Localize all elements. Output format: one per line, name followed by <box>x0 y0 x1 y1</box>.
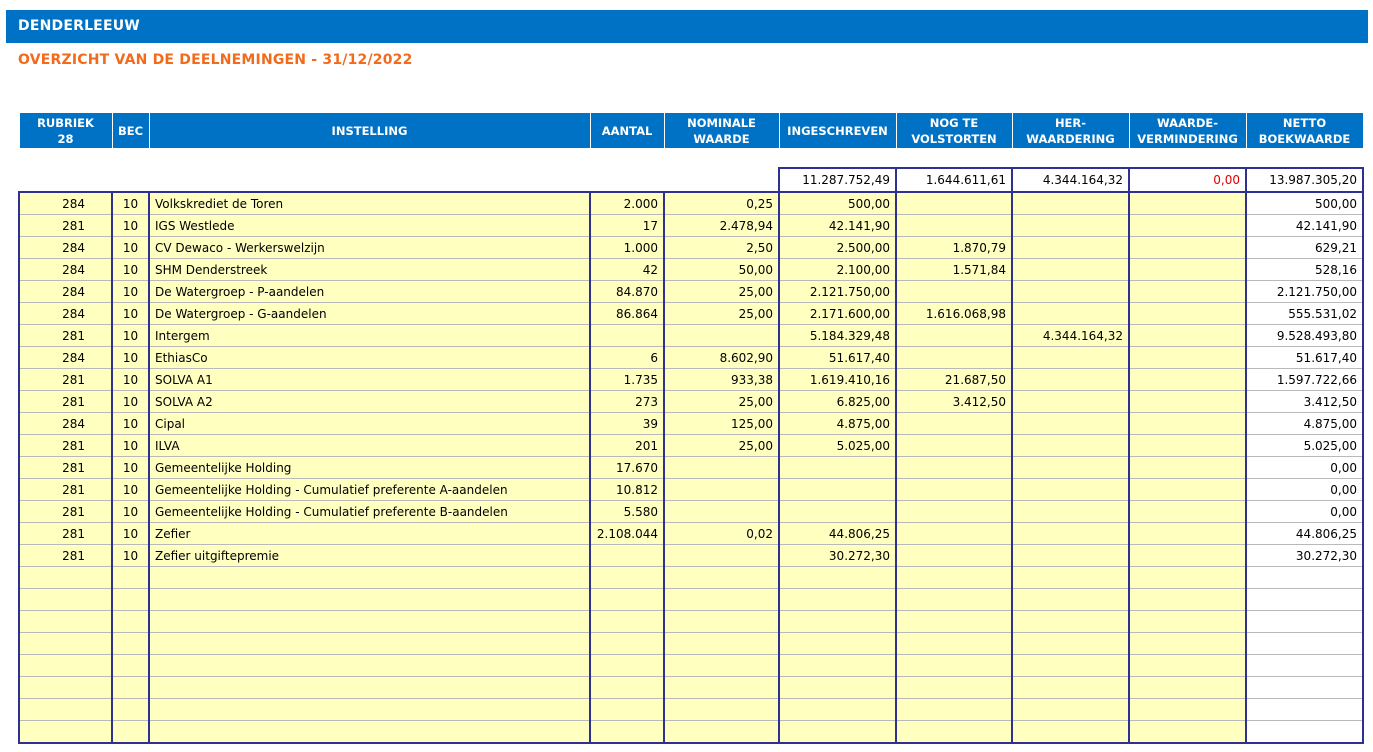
cell-ingeschreven[interactable]: 2.121.750,00 <box>779 281 896 303</box>
cell-nog-te-volstorten[interactable] <box>896 435 1012 457</box>
cell-herwaardering[interactable] <box>1012 589 1129 611</box>
cell-nog-te-volstorten[interactable] <box>896 479 1012 501</box>
cell-waardevermindering[interactable] <box>1129 413 1246 435</box>
cell-waardevermindering[interactable] <box>1129 435 1246 457</box>
cell-ingeschreven[interactable] <box>779 655 896 677</box>
col-header-nominale-waarde: NOMINALE WAARDE <box>664 113 779 148</box>
cell-nominale-waarde[interactable] <box>664 479 779 501</box>
cell-aantal[interactable]: 201 <box>590 435 664 457</box>
cell-ingeschreven[interactable]: 44.806,25 <box>779 523 896 545</box>
cell-nominale-waarde[interactable] <box>664 655 779 677</box>
col-header-instelling: INSTELLING <box>149 113 590 148</box>
cell-bec[interactable]: 10 <box>112 215 149 237</box>
cell-herwaardering[interactable] <box>1012 721 1129 744</box>
cell-instelling[interactable]: CV Dewaco - Werkerswelzijn <box>149 237 590 259</box>
table-row <box>19 347 1363 369</box>
cell-nog-te-volstorten[interactable] <box>896 721 1012 744</box>
cell-instelling[interactable]: De Watergroep - G-aandelen <box>149 303 590 325</box>
cell-ingeschreven[interactable]: 30.272,30 <box>779 545 896 567</box>
total-netto-boekwaarde[interactable]: 13.987.305,20 <box>1246 168 1363 192</box>
cell-ingeschreven[interactable] <box>779 479 896 501</box>
cell-herwaardering[interactable] <box>1012 501 1129 523</box>
cell-aantal[interactable]: 42 <box>590 259 664 281</box>
cell-bec[interactable]: 10 <box>112 523 149 545</box>
cell-waardevermindering[interactable] <box>1129 457 1246 479</box>
cell-rubriek[interactable] <box>19 567 112 589</box>
cell-aantal[interactable] <box>590 589 664 611</box>
cell-nog-te-volstorten[interactable] <box>896 413 1012 435</box>
cell-bec[interactable] <box>112 721 149 744</box>
cell-herwaardering[interactable] <box>1012 259 1129 281</box>
cell-nog-te-volstorten[interactable] <box>896 699 1012 721</box>
cell-waardevermindering[interactable] <box>1129 699 1246 721</box>
cell-nominale-waarde[interactable] <box>664 677 779 699</box>
cell-herwaardering[interactable] <box>1012 237 1129 259</box>
cell-herwaardering[interactable] <box>1012 457 1129 479</box>
cell-rubriek[interactable] <box>19 677 112 699</box>
cell-rubriek[interactable] <box>19 589 112 611</box>
cell-herwaardering[interactable] <box>1012 369 1129 391</box>
table-row <box>19 721 1363 744</box>
cell-aantal[interactable]: 2.000 <box>590 192 664 215</box>
cell-herwaardering[interactable] <box>1012 413 1129 435</box>
cell-nominale-waarde[interactable]: 933,38 <box>664 369 779 391</box>
table-row <box>19 435 1363 457</box>
table-row <box>19 567 1363 589</box>
cell-instelling[interactable]: Gemeentelijke Holding - Cumulatief preferente A-aandelen <box>149 479 590 501</box>
cell-bec[interactable]: 10 <box>112 192 149 215</box>
cell-nominale-waarde[interactable] <box>664 633 779 655</box>
cell-aantal[interactable] <box>590 655 664 677</box>
cell-ingeschreven[interactable] <box>779 721 896 744</box>
cell-herwaardering[interactable] <box>1012 633 1129 655</box>
cell-ingeschreven[interactable] <box>779 457 896 479</box>
cell-waardevermindering[interactable] <box>1129 545 1246 567</box>
table-row <box>19 369 1363 391</box>
cell-rubriek[interactable]: 284 <box>19 259 112 281</box>
cell-instelling[interactable]: De Watergroep - P-aandelen <box>149 281 590 303</box>
cell-bec[interactable]: 10 <box>112 391 149 413</box>
cell-nog-te-volstorten[interactable] <box>896 523 1012 545</box>
cell-waardevermindering[interactable] <box>1129 523 1246 545</box>
cell-waardevermindering[interactable] <box>1129 655 1246 677</box>
cell-ingeschreven[interactable]: 5.184.329,48 <box>779 325 896 347</box>
cell-rubriek[interactable]: 284 <box>19 347 112 369</box>
cell-aantal[interactable]: 273 <box>590 391 664 413</box>
cell-instelling[interactable]: EthiasCo <box>149 347 590 369</box>
cell-nominale-waarde[interactable]: 8.602,90 <box>664 347 779 369</box>
cell-nominale-waarde[interactable]: 2,50 <box>664 237 779 259</box>
spacer-row <box>19 148 1363 168</box>
cell-rubriek[interactable] <box>19 655 112 677</box>
cell-nog-te-volstorten[interactable]: 1.571,84 <box>896 259 1012 281</box>
cell-rubriek[interactable]: 281 <box>19 369 112 391</box>
cell-waardevermindering[interactable] <box>1129 391 1246 413</box>
cell-netto-boekwaarde[interactable]: 9.528.493,80 <box>1246 325 1363 347</box>
cell-nominale-waarde[interactable] <box>664 501 779 523</box>
cell-netto-boekwaarde[interactable]: 0,00 <box>1246 479 1363 501</box>
cell-waardevermindering[interactable] <box>1129 192 1246 215</box>
cell-herwaardering[interactable] <box>1012 215 1129 237</box>
col-header-waardevermindering: WAARDE- VERMINDERING <box>1129 113 1246 148</box>
table-row <box>19 523 1363 545</box>
cell-netto-boekwaarde[interactable] <box>1246 567 1363 589</box>
cell-aantal[interactable]: 1.000 <box>590 237 664 259</box>
cell-nominale-waarde[interactable]: 25,00 <box>664 391 779 413</box>
cell-aantal[interactable]: 1.735 <box>590 369 664 391</box>
cell-aantal[interactable]: 2.108.044 <box>590 523 664 545</box>
cell-aantal[interactable]: 6 <box>590 347 664 369</box>
cell-bec[interactable] <box>112 655 149 677</box>
cell-netto-boekwaarde[interactable]: 3.412,50 <box>1246 391 1363 413</box>
cell-nog-te-volstorten[interactable] <box>896 633 1012 655</box>
cell-waardevermindering[interactable] <box>1129 611 1246 633</box>
cell-instelling[interactable]: Intergem <box>149 325 590 347</box>
cell-bec[interactable] <box>112 611 149 633</box>
cell-nominale-waarde[interactable]: 0,02 <box>664 523 779 545</box>
cell-ingeschreven[interactable] <box>779 677 896 699</box>
cell-netto-boekwaarde[interactable]: 2.121.750,00 <box>1246 281 1363 303</box>
cell-instelling[interactable] <box>149 699 590 721</box>
cell-bec[interactable]: 10 <box>112 303 149 325</box>
cell-nominale-waarde[interactable] <box>664 545 779 567</box>
cell-netto-boekwaarde[interactable] <box>1246 677 1363 699</box>
cell-waardevermindering[interactable] <box>1129 479 1246 501</box>
cell-bec[interactable]: 10 <box>112 237 149 259</box>
cell-herwaardering[interactable] <box>1012 347 1129 369</box>
total-herwaardering[interactable]: 4.344.164,32 <box>1012 168 1129 192</box>
cell-bec[interactable] <box>112 589 149 611</box>
cell-rubriek[interactable] <box>19 633 112 655</box>
cell-rubriek[interactable]: 281 <box>19 457 112 479</box>
cell-ingeschreven[interactable] <box>779 699 896 721</box>
cell-aantal[interactable]: 5.580 <box>590 501 664 523</box>
cell-netto-boekwaarde[interactable]: 528,16 <box>1246 259 1363 281</box>
cell-netto-boekwaarde[interactable] <box>1246 699 1363 721</box>
cell-bec[interactable] <box>112 677 149 699</box>
table-row <box>19 259 1363 281</box>
cell-bec[interactable]: 10 <box>112 369 149 391</box>
cell-netto-boekwaarde[interactable] <box>1246 655 1363 677</box>
cell-bec[interactable]: 10 <box>112 347 149 369</box>
cell-herwaardering[interactable] <box>1012 303 1129 325</box>
cell-herwaardering[interactable] <box>1012 545 1129 567</box>
cell-rubriek[interactable] <box>19 699 112 721</box>
cell-bec[interactable]: 10 <box>112 413 149 435</box>
cell-herwaardering[interactable] <box>1012 479 1129 501</box>
cell-instelling[interactable]: IGS Westlede <box>149 215 590 237</box>
cell-netto-boekwaarde[interactable]: 44.806,25 <box>1246 523 1363 545</box>
cell-ingeschreven[interactable] <box>779 611 896 633</box>
cell-rubriek[interactable]: 281 <box>19 523 112 545</box>
cell-herwaardering[interactable] <box>1012 699 1129 721</box>
cell-waardevermindering[interactable] <box>1129 633 1246 655</box>
cell-waardevermindering[interactable] <box>1129 589 1246 611</box>
cell-waardevermindering[interactable] <box>1129 721 1246 744</box>
table-row <box>19 589 1363 611</box>
cell-aantal[interactable] <box>590 545 664 567</box>
cell-instelling[interactable] <box>149 677 590 699</box>
cell-rubriek[interactable]: 281 <box>19 501 112 523</box>
cell-netto-boekwaarde[interactable] <box>1246 721 1363 744</box>
cell-herwaardering[interactable] <box>1012 611 1129 633</box>
cell-nominale-waarde[interactable]: 25,00 <box>664 303 779 325</box>
col-header-aantal: AANTAL <box>590 113 664 148</box>
table-row <box>19 545 1363 567</box>
cell-herwaardering[interactable] <box>1012 677 1129 699</box>
cell-netto-boekwaarde[interactable]: 0,00 <box>1246 457 1363 479</box>
table-row <box>19 237 1363 259</box>
cell-waardevermindering[interactable] <box>1129 501 1246 523</box>
cell-instelling[interactable] <box>149 611 590 633</box>
cell-ingeschreven[interactable]: 6.825,00 <box>779 391 896 413</box>
cell-instelling[interactable] <box>149 721 590 744</box>
cell-netto-boekwaarde[interactable]: 4.875,00 <box>1246 413 1363 435</box>
table-row <box>19 677 1363 699</box>
cell-ingeschreven[interactable]: 42.141,90 <box>779 215 896 237</box>
cell-rubriek[interactable] <box>19 721 112 744</box>
cell-instelling[interactable]: Gemeentelijke Holding <box>149 457 590 479</box>
table-row <box>19 611 1363 633</box>
cell-waardevermindering[interactable] <box>1129 325 1246 347</box>
cell-nominale-waarde[interactable]: 0,25 <box>664 192 779 215</box>
cell-rubriek[interactable]: 281 <box>19 325 112 347</box>
cell-herwaardering[interactable] <box>1012 192 1129 215</box>
header-row <box>19 113 1363 148</box>
cell-ingeschreven[interactable]: 5.025,00 <box>779 435 896 457</box>
cell-bec[interactable]: 10 <box>112 457 149 479</box>
cell-bec[interactable]: 10 <box>112 325 149 347</box>
col-header-rubriek: RUBRIEK 28 <box>19 113 112 148</box>
cell-netto-boekwaarde[interactable] <box>1246 611 1363 633</box>
cell-netto-boekwaarde[interactable]: 5.025,00 <box>1246 435 1363 457</box>
col-header-herwaardering: HER- WAARDERING <box>1012 113 1129 148</box>
cell-herwaardering[interactable] <box>1012 281 1129 303</box>
cell-nominale-waarde[interactable]: 125,00 <box>664 413 779 435</box>
cell-ingeschreven[interactable]: 2.171.600,00 <box>779 303 896 325</box>
cell-rubriek[interactable]: 281 <box>19 391 112 413</box>
col-header-ingeschreven: INGESCHREVEN <box>779 113 896 148</box>
cell-netto-boekwaarde[interactable]: 555.531,02 <box>1246 303 1363 325</box>
cell-netto-boekwaarde[interactable]: 1.597.722,66 <box>1246 369 1363 391</box>
cell-instelling[interactable]: Gemeentelijke Holding - Cumulatief preferente B-aandelen <box>149 501 590 523</box>
table-row <box>19 655 1363 677</box>
cell-waardevermindering[interactable] <box>1129 259 1246 281</box>
cell-nog-te-volstorten[interactable] <box>896 545 1012 567</box>
cell-nog-te-volstorten[interactable] <box>896 567 1012 589</box>
cell-nog-te-volstorten[interactable] <box>896 281 1012 303</box>
cell-nog-te-volstorten[interactable] <box>896 192 1012 215</box>
cell-herwaardering[interactable] <box>1012 435 1129 457</box>
table-row <box>19 457 1363 479</box>
cell-ingeschreven[interactable]: 1.619.410,16 <box>779 369 896 391</box>
participations-table <box>18 113 1364 744</box>
cell-instelling[interactable]: SOLVA A2 <box>149 391 590 413</box>
cell-ingeschreven[interactable]: 2.500,00 <box>779 237 896 259</box>
table-row <box>19 325 1363 347</box>
cell-waardevermindering[interactable] <box>1129 237 1246 259</box>
cell-bec[interactable]: 10 <box>112 259 149 281</box>
cell-rubriek[interactable] <box>19 611 112 633</box>
cell-netto-boekwaarde[interactable] <box>1246 589 1363 611</box>
cell-nog-te-volstorten[interactable] <box>896 215 1012 237</box>
cell-waardevermindering[interactable] <box>1129 347 1246 369</box>
cell-instelling[interactable] <box>149 633 590 655</box>
cell-netto-boekwaarde[interactable]: 51.617,40 <box>1246 347 1363 369</box>
cell-nog-te-volstorten[interactable] <box>896 325 1012 347</box>
municipality-title: DENDERLEEUW <box>18 18 140 34</box>
table-row <box>19 501 1363 523</box>
cell-ingeschreven[interactable]: 51.617,40 <box>779 347 896 369</box>
cell-rubriek[interactable]: 284 <box>19 281 112 303</box>
cell-nog-te-volstorten[interactable] <box>896 589 1012 611</box>
total-waardevermindering[interactable]: 0,00 <box>1129 168 1246 192</box>
cell-rubriek[interactable]: 284 <box>19 303 112 325</box>
cell-nog-te-volstorten[interactable] <box>896 677 1012 699</box>
table-row <box>19 413 1363 435</box>
cell-ingeschreven[interactable] <box>779 633 896 655</box>
cell-instelling[interactable]: SHM Denderstreek <box>149 259 590 281</box>
cell-nog-te-volstorten[interactable] <box>896 611 1012 633</box>
cell-nog-te-volstorten[interactable] <box>896 501 1012 523</box>
cell-ingeschreven[interactable]: 2.100,00 <box>779 259 896 281</box>
cell-nog-te-volstorten[interactable]: 1.870,79 <box>896 237 1012 259</box>
cell-waardevermindering[interactable] <box>1129 677 1246 699</box>
cell-bec[interactable]: 10 <box>112 545 149 567</box>
cell-nog-te-volstorten[interactable]: 1.616.068,98 <box>896 303 1012 325</box>
cell-netto-boekwaarde[interactable] <box>1246 633 1363 655</box>
cell-rubriek[interactable]: 284 <box>19 413 112 435</box>
title-banner <box>6 10 1368 43</box>
cell-aantal[interactable] <box>590 611 664 633</box>
table-row <box>19 699 1363 721</box>
col-header-netto-boekwaarde: NETTO BOEKWAARDE <box>1246 113 1363 148</box>
cell-netto-boekwaarde[interactable]: 629,21 <box>1246 237 1363 259</box>
cell-netto-boekwaarde[interactable]: 42.141,90 <box>1246 215 1363 237</box>
cell-nominale-waarde[interactable]: 25,00 <box>664 435 779 457</box>
cell-instelling[interactable] <box>149 589 590 611</box>
cell-waardevermindering[interactable] <box>1129 215 1246 237</box>
cell-herwaardering[interactable] <box>1012 655 1129 677</box>
cell-rubriek[interactable]: 281 <box>19 215 112 237</box>
cell-waardevermindering[interactable] <box>1129 303 1246 325</box>
cell-netto-boekwaarde[interactable]: 500,00 <box>1246 192 1363 215</box>
report-subtitle: OVERZICHT VAN DE DEELNEMINGEN - 31/12/2022 <box>18 52 413 68</box>
total-ingeschreven[interactable]: 11.287.752,49 <box>779 168 896 192</box>
cell-bec[interactable] <box>112 633 149 655</box>
cell-instelling[interactable]: ILVA <box>149 435 590 457</box>
cell-aantal[interactable]: 17 <box>590 215 664 237</box>
table-row <box>19 391 1363 413</box>
cell-nog-te-volstorten[interactable]: 21.687,50 <box>896 369 1012 391</box>
cell-nominale-waarde[interactable] <box>664 325 779 347</box>
table-row <box>19 479 1363 501</box>
cell-ingeschreven[interactable] <box>779 567 896 589</box>
cell-aantal[interactable]: 86.864 <box>590 303 664 325</box>
cell-ingeschreven[interactable] <box>779 501 896 523</box>
cell-aantal[interactable] <box>590 699 664 721</box>
cell-aantal[interactable] <box>590 677 664 699</box>
cell-herwaardering[interactable] <box>1012 523 1129 545</box>
cell-nominale-waarde[interactable]: 25,00 <box>664 281 779 303</box>
table-row <box>19 303 1363 325</box>
cell-bec[interactable]: 10 <box>112 501 149 523</box>
cell-instelling[interactable] <box>149 655 590 677</box>
cell-instelling[interactable]: Zefier uitgiftepremie <box>149 545 590 567</box>
cell-nog-te-volstorten[interactable]: 3.412,50 <box>896 391 1012 413</box>
cell-rubriek[interactable]: 281 <box>19 545 112 567</box>
cell-herwaardering[interactable] <box>1012 567 1129 589</box>
cell-rubriek[interactable]: 281 <box>19 479 112 501</box>
cell-rubriek[interactable]: 281 <box>19 435 112 457</box>
cell-aantal[interactable]: 10.812 <box>590 479 664 501</box>
cell-nog-te-volstorten[interactable] <box>896 347 1012 369</box>
cell-nominale-waarde[interactable] <box>664 567 779 589</box>
cell-instelling[interactable]: SOLVA A1 <box>149 369 590 391</box>
cell-nominale-waarde[interactable] <box>664 721 779 744</box>
cell-nominale-waarde[interactable] <box>664 611 779 633</box>
total-nog-te-volstorten[interactable]: 1.644.611,61 <box>896 168 1012 192</box>
table-row <box>19 192 1363 215</box>
cell-waardevermindering[interactable] <box>1129 567 1246 589</box>
cell-instelling[interactable]: Volkskrediet de Toren <box>149 192 590 215</box>
cell-instelling[interactable]: Cipal <box>149 413 590 435</box>
cell-waardevermindering[interactable] <box>1129 369 1246 391</box>
cell-aantal[interactable] <box>590 567 664 589</box>
cell-nominale-waarde[interactable]: 2.478,94 <box>664 215 779 237</box>
cell-nog-te-volstorten[interactable] <box>896 457 1012 479</box>
cell-instelling[interactable]: Zefier <box>149 523 590 545</box>
cell-nominale-waarde[interactable] <box>664 457 779 479</box>
cell-bec[interactable]: 10 <box>112 435 149 457</box>
cell-bec[interactable]: 10 <box>112 479 149 501</box>
col-header-nog-te-volstorten: NOG TE VOLSTORTEN <box>896 113 1012 148</box>
cell-nominale-waarde[interactable]: 50,00 <box>664 259 779 281</box>
table-row <box>19 633 1363 655</box>
cell-bec[interactable] <box>112 699 149 721</box>
cell-nominale-waarde[interactable] <box>664 589 779 611</box>
cell-ingeschreven[interactable] <box>779 589 896 611</box>
cell-bec[interactable] <box>112 567 149 589</box>
totals-row <box>19 168 1363 192</box>
cell-aantal[interactable] <box>590 325 664 347</box>
cell-herwaardering[interactable] <box>1012 391 1129 413</box>
cell-aantal[interactable]: 84.870 <box>590 281 664 303</box>
cell-aantal[interactable]: 39 <box>590 413 664 435</box>
cell-instelling[interactable] <box>149 567 590 589</box>
cell-ingeschreven[interactable]: 500,00 <box>779 192 896 215</box>
table-row <box>19 281 1363 303</box>
cell-aantal[interactable]: 17.670 <box>590 457 664 479</box>
cell-rubriek[interactable]: 284 <box>19 192 112 215</box>
cell-netto-boekwaarde[interactable]: 0,00 <box>1246 501 1363 523</box>
cell-nog-te-volstorten[interactable] <box>896 655 1012 677</box>
cell-netto-boekwaarde[interactable]: 30.272,30 <box>1246 545 1363 567</box>
cell-ingeschreven[interactable]: 4.875,00 <box>779 413 896 435</box>
cell-nominale-waarde[interactable] <box>664 699 779 721</box>
cell-herwaardering[interactable]: 4.344.164,32 <box>1012 325 1129 347</box>
col-header-bec: BEC <box>112 113 149 148</box>
cell-rubriek[interactable]: 284 <box>19 237 112 259</box>
table-row <box>19 215 1363 237</box>
cell-aantal[interactable] <box>590 721 664 744</box>
cell-bec[interactable]: 10 <box>112 281 149 303</box>
cell-waardevermindering[interactable] <box>1129 281 1246 303</box>
cell-aantal[interactable] <box>590 633 664 655</box>
